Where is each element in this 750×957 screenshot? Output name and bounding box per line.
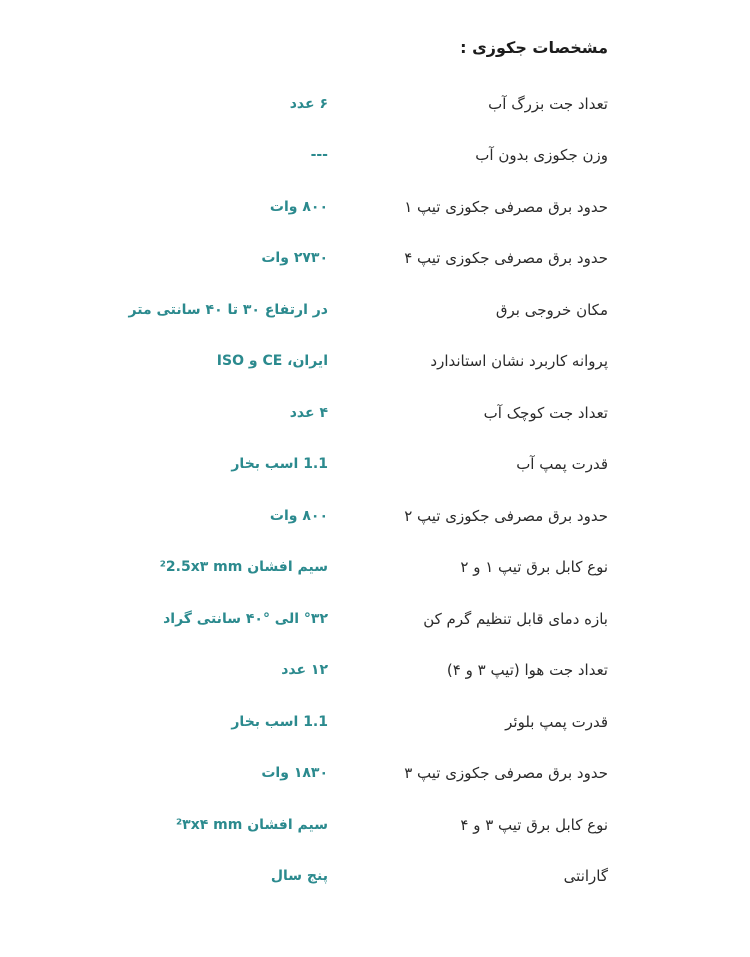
spec-row xyxy=(0,593,750,645)
spec-value: سیم افشان ²2.5x۳ mm xyxy=(159,559,328,576)
spec-label: قدرت پمپ آب xyxy=(516,455,608,474)
spec-label: تعداد جت بزرگ آب xyxy=(488,94,608,113)
spec-list xyxy=(0,78,750,902)
spec-row xyxy=(0,799,750,851)
spec-label: حدود برق مصرفی جکوزی تیپ ۴ xyxy=(404,249,608,268)
spec-value: 1.1 اسب بخار xyxy=(231,456,328,473)
spec-row xyxy=(0,336,750,388)
spec-value: ۴ عدد xyxy=(289,404,328,421)
spec-row xyxy=(0,748,750,800)
spec-row xyxy=(0,542,750,594)
spec-value: ۱۸۳۰ وات xyxy=(261,765,328,782)
spec-label: حدود برق مصرفی جکوزی تیپ ۱ xyxy=(404,197,608,216)
spec-value: --- xyxy=(310,147,328,164)
spec-label: گارانتی xyxy=(563,867,608,886)
spec-row xyxy=(0,284,750,336)
spec-value: 1.1 اسب بخار xyxy=(231,713,328,730)
spec-value: پنج سال xyxy=(270,868,328,885)
spec-row xyxy=(0,130,750,182)
spec-row xyxy=(0,387,750,439)
spec-value: ۸۰۰ وات xyxy=(269,198,328,215)
spec-value: ۸۰۰ وات xyxy=(269,507,328,524)
spec-row xyxy=(0,696,750,748)
spec-row xyxy=(0,490,750,542)
spec-value: °۳۲ الی °۴۰ سانتی گراد xyxy=(163,610,328,627)
spec-label: تعداد جت هوا (تیپ ۳ و ۴) xyxy=(446,661,608,680)
spec-value: ایران، CE و ISO xyxy=(216,353,328,370)
spec-row xyxy=(0,851,750,903)
spec-row xyxy=(0,78,750,130)
spec-label: نوع کابل برق تیپ ۱ و ۲ xyxy=(460,558,608,577)
spec-label: قدرت پمپ بلوئر xyxy=(505,712,608,731)
spec-value: ۶ عدد xyxy=(289,95,328,112)
spec-label: مکان خروجی برق xyxy=(495,300,608,319)
spec-label: پروانه کاربرد نشان استاندارد xyxy=(430,352,608,371)
spec-label: بازه دمای قابل تنظیم گرم کن xyxy=(423,609,608,628)
spec-label: وزن جکوزی بدون آب xyxy=(475,146,608,165)
spec-label: نوع کابل برق تیپ ۳ و ۴ xyxy=(460,815,608,834)
spec-row xyxy=(0,439,750,491)
page-title: مشخصات جکوزی : xyxy=(460,38,608,57)
spec-label: حدود برق مصرفی جکوزی تیپ ۳ xyxy=(404,764,608,783)
spec-value: سیم افشان ²۳x۴ mm xyxy=(176,816,328,833)
spec-row xyxy=(0,181,750,233)
spec-row xyxy=(0,645,750,697)
spec-value: ۱۲ عدد xyxy=(281,662,328,679)
spec-value: ۲۷۳۰ وات xyxy=(261,250,328,267)
spec-row xyxy=(0,233,750,285)
spec-label: تعداد جت کوچک آب xyxy=(483,403,608,422)
spec-value: در ارتفاع ۳۰ تا ۴۰ سانتی متر xyxy=(128,301,328,318)
spec-label: حدود برق مصرفی جکوزی تیپ ۲ xyxy=(404,506,608,525)
